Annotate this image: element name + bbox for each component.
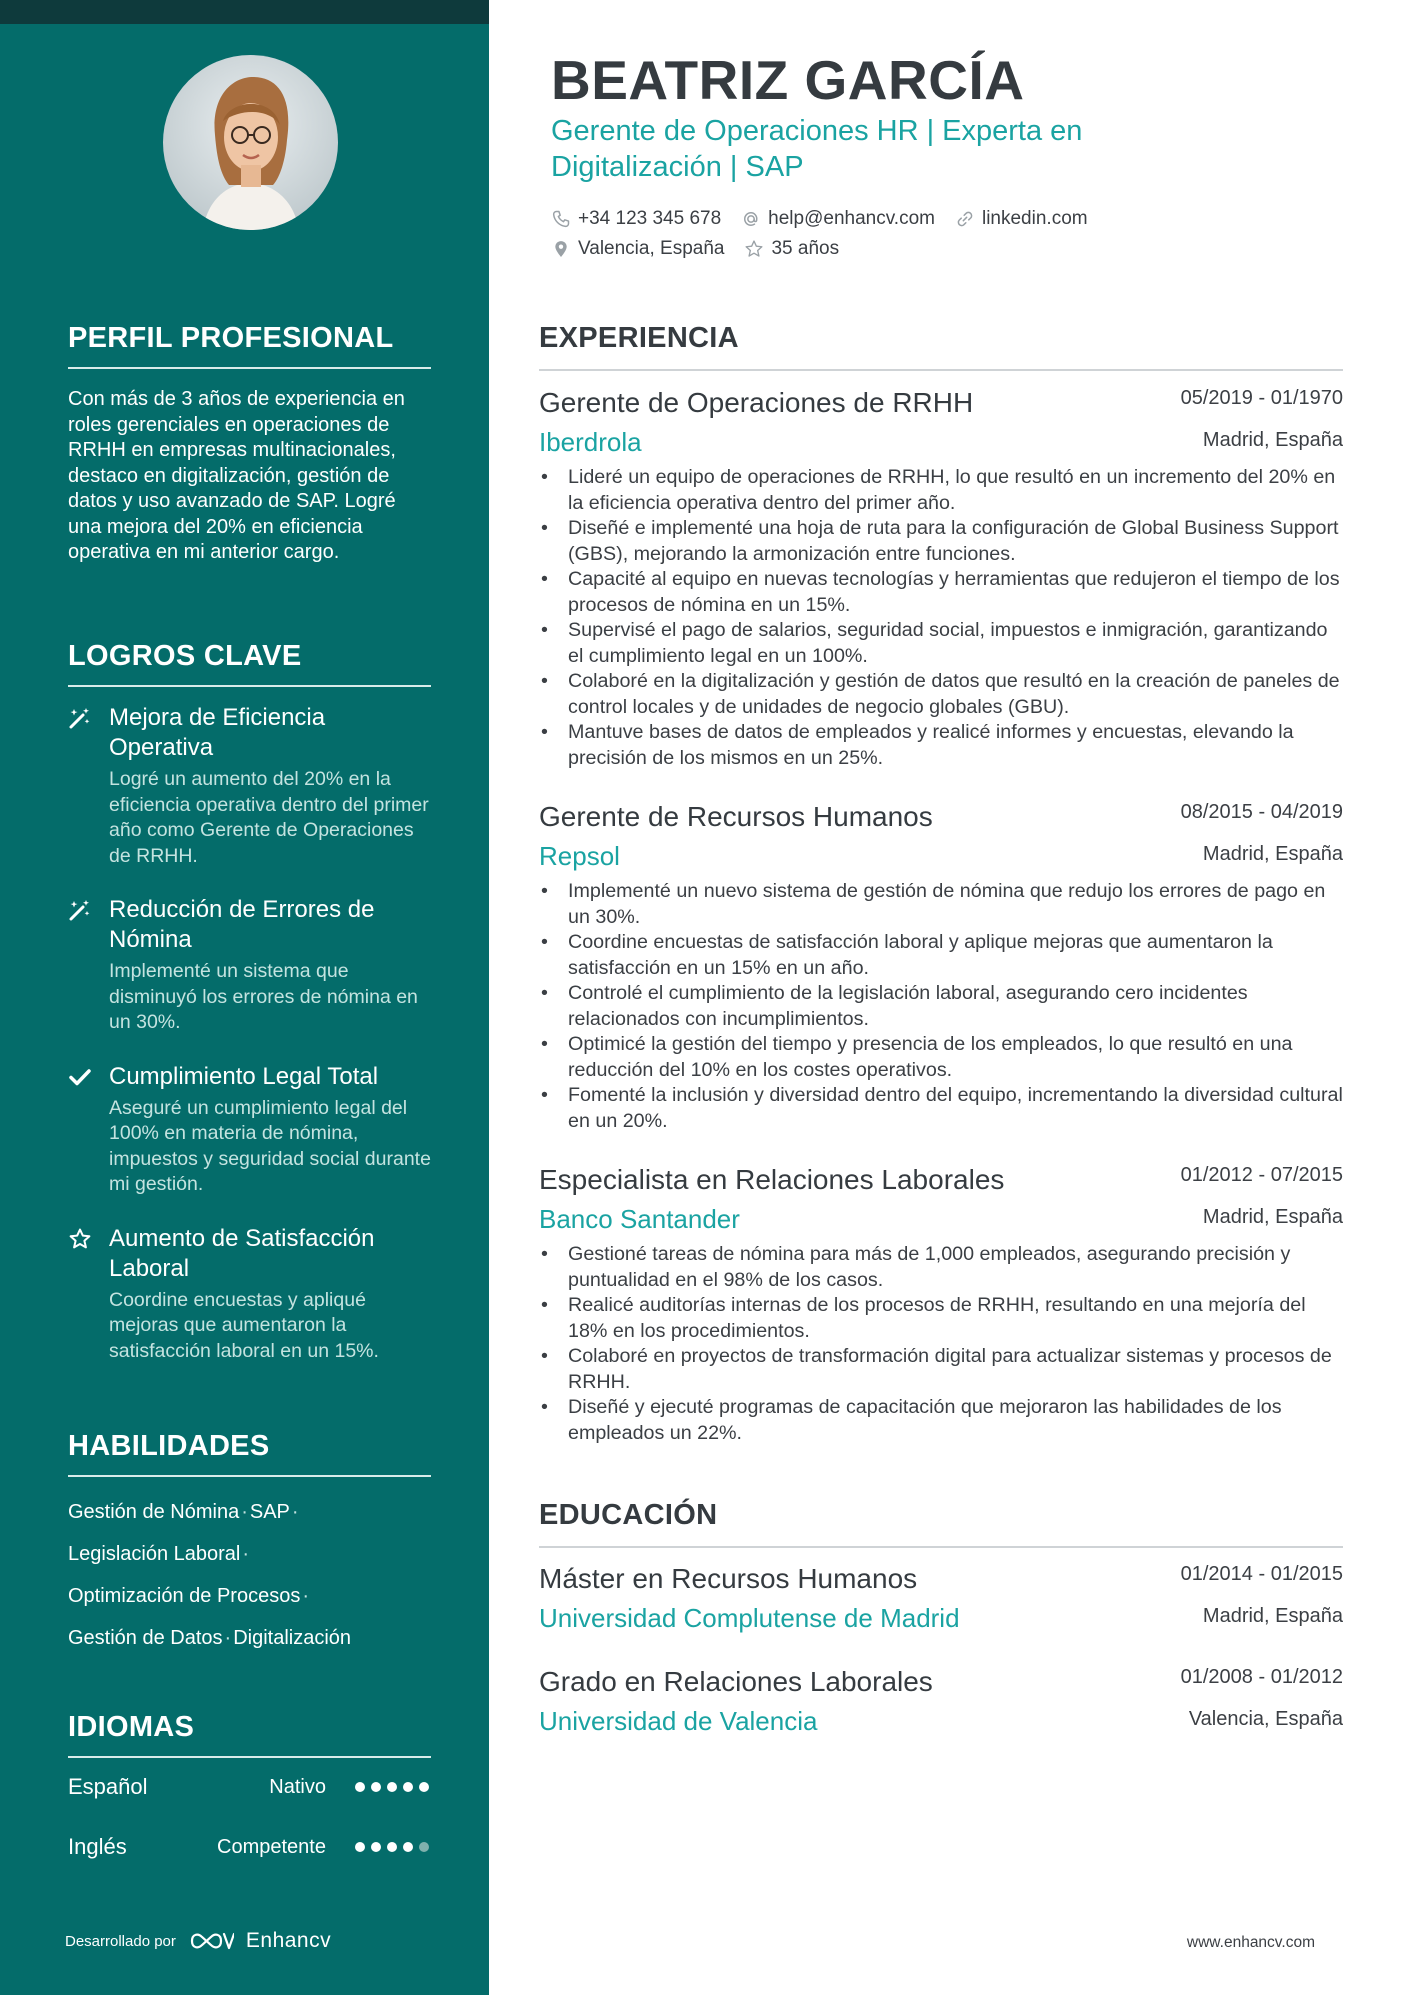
summary-section: [68, 322, 431, 566]
contact-line: [551, 234, 1331, 264]
skill-tag: Legislación Laboral: [68, 1543, 241, 1565]
sidebar-top-bar: [0, 0, 489, 24]
job-company: Repsol: [539, 841, 620, 871]
job-entry: [539, 801, 1343, 1134]
education-entry: [539, 1563, 1343, 1645]
job-entry: [539, 387, 1343, 771]
skill-tag: Optimización de Procesos: [68, 1585, 301, 1607]
magic-wand-icon: [68, 898, 92, 922]
job-company: Banco Santander: [539, 1204, 740, 1234]
brand-label: Desarrollado por: [65, 1932, 176, 1950]
star-icon: [744, 239, 764, 259]
achievement-item: [68, 895, 431, 1036]
candidate-name: BEATRIZ GARCÍA: [551, 49, 1025, 111]
job-bullets: [539, 879, 1343, 1134]
contact-email[interactable]: [741, 208, 935, 230]
achievement-desc: Coordine encuestas y apliqué mejoras que aumentaron la satisfacción laboral en un 15%.: [109, 1288, 379, 1362]
job-title: Gerente de Operaciones de RRHH: [539, 387, 974, 418]
job-location: Madrid, España: [1202, 1206, 1343, 1228]
phone-text: +34 123 345 678: [578, 208, 722, 229]
skill-row: Gestión de Datos · Digitalización: [68, 1627, 352, 1649]
location-pin-icon: [551, 239, 571, 259]
achievements-title: LOGROS CLAVE: [68, 640, 431, 687]
avatar-photo: [163, 55, 338, 230]
location-text: Valencia, España: [578, 238, 725, 259]
magic-wand-icon: [68, 706, 92, 730]
job-bullet: • Colaboré en proyectos de transformación digital para actualizar sistemas y procesos de RRHH.: [539, 1344, 1343, 1395]
job-dates: 01/2012 - 07/2015: [1180, 1164, 1343, 1186]
rating-dot-filled: [403, 1782, 413, 1792]
avatar: [163, 55, 338, 230]
brand-name: Enhancv: [245, 1929, 332, 1952]
rating-dot-filled: [403, 1842, 413, 1852]
summary-text: Con más de 3 años de experiencia en roles gerenciales en operaciones de RRHH en empresas multinacionales, destaco en digitalización, gestión de datos y uso avanzado de SAP. Logré una mejora del 20% en eficiencia operativa en mi anterior cargo.: [68, 388, 405, 563]
contact-linkedin[interactable]: [955, 208, 1088, 230]
job-title: Gerente de Recursos Humanos: [539, 801, 933, 832]
job-bullet: • Gestioné tareas de nómina para más de 1,000 empleados, asegurando precisión y puntualidad en el 98% de los casos.: [539, 1242, 1343, 1293]
skill-tag: SAP: [249, 1501, 290, 1523]
job-bullet: • Implementé un nuevo sistema de gestión de nómina que redujo los errores de pago en un 30%.: [539, 879, 1343, 930]
at-icon: [741, 209, 761, 229]
rating-dot-filled: [355, 1782, 365, 1792]
job-location: Madrid, España: [1202, 843, 1343, 865]
rating-dot-filled: [371, 1842, 381, 1852]
skill-tag: Gestión de Datos: [68, 1627, 223, 1649]
link-icon: [955, 209, 975, 229]
job-bullet: • Lideré un equipo de operaciones de RRHH, lo que resultó en un incremento del 20% en la eficiencia operativa dentro del primer año.: [539, 465, 1343, 516]
skill-row: Gestión de Nómina · SAP ·: [68, 1501, 299, 1523]
achievement-item: [68, 1224, 431, 1365]
achievement-title: Aumento de Satisfacción Laboral: [109, 1224, 375, 1282]
job-title: Especialista en Relaciones Laborales: [539, 1164, 1005, 1195]
language-row: [68, 1762, 431, 1818]
job-bullet: • Coordine encuestas de satisfacción laboral y aplique mejoras que aumentaron la satisfacción en un 15% en un año.: [539, 930, 1343, 981]
languages-section: [68, 1711, 431, 1878]
contact-age: [744, 238, 839, 260]
education-entry: [539, 1666, 1343, 1748]
job-bullet: • Diseñé y ejecuté programas de capacitación que mejoraron las habilidades de los empleados un 22%.: [539, 1395, 1343, 1446]
education-school: Universidad de Valencia: [539, 1706, 818, 1736]
star-icon: [68, 1227, 92, 1251]
education-degree: Grado en Relaciones Laborales: [539, 1666, 933, 1697]
rating-dot-filled: [419, 1782, 429, 1792]
achievement-desc: Logré un aumento del 20% en la eficiencia operativa dentro del primer año como Gerente de Operaciones de RRHH.: [109, 768, 429, 867]
contact-info: [551, 204, 1331, 264]
skill-row: Legislación Laboral ·: [68, 1543, 250, 1565]
brand-footer: [65, 1929, 331, 1953]
job-location: Madrid, España: [1202, 429, 1343, 451]
education-degree: Máster en Recursos Humanos: [539, 1563, 918, 1594]
skills-section: [68, 1430, 431, 1659]
achievement-title: Cumplimiento Legal Total: [109, 1062, 379, 1090]
check-icon: [68, 1065, 92, 1089]
phone-icon: [551, 209, 571, 229]
job-dates: 08/2015 - 04/2019: [1180, 801, 1343, 823]
skills-title: HABILIDADES: [68, 1430, 431, 1477]
achievement-item: [68, 703, 431, 869]
enhancv-logo-icon: [188, 1929, 234, 1953]
achievements-section: [68, 640, 431, 1364]
rating-dot-filled: [387, 1842, 397, 1852]
job-bullet: • Supervisé el pago de salarios, seguridad social, impuestos e inmigración, garantizando el cumplimiento legal en un 100%.: [539, 618, 1343, 669]
language-level: Competente: [217, 1836, 326, 1858]
skills-list: [68, 1491, 431, 1659]
job-bullet: • Mantuve bases de datos de empleados y realicé informes y encuestas, elevando la precisión de los mismos en un 25%.: [539, 720, 1343, 771]
languages-title: IDIOMAS: [68, 1711, 431, 1758]
achievement-title: Reducción de Errores de Nómina: [109, 896, 375, 953]
language-level: Nativo: [269, 1776, 326, 1798]
rating-dot-filled: [387, 1782, 397, 1792]
job-bullet: • Controlé el cumplimiento de la legislación laboral, asegurando cero incidentes relacionados con incumplimientos.: [539, 981, 1343, 1032]
education-dates: 01/2014 - 01/2015: [1180, 1563, 1343, 1585]
education-school: Universidad Complutense de Madrid: [539, 1603, 960, 1633]
age-text: 35 años: [771, 238, 840, 259]
contact-line: [551, 204, 1331, 234]
job-bullet: • Optimicé la gestión del tiempo y presencia de los empleados, lo que resultó en una reducción del 10% en los costes operativos.: [539, 1032, 1343, 1083]
job-bullet: • Fomenté la inclusión y diversidad dentro del equipo, incrementando la diversidad cultural en un 20%.: [539, 1083, 1343, 1134]
job-bullet: • Realicé auditorías internas de los procesos de RRHH, resultando en una mejoría del 18% en los procedimientos.: [539, 1293, 1343, 1344]
job-bullets: [539, 465, 1343, 771]
achievement-desc: Implementé un sistema que disminuyó los errores de nómina en un 30%.: [109, 960, 418, 1033]
experience-title: EXPERIENCIA: [539, 322, 1343, 371]
achievement-item: [68, 1062, 431, 1198]
education-title: EDUCACIÓN: [539, 1499, 1343, 1548]
contact-location: [551, 238, 724, 260]
job-entry: [539, 1164, 1343, 1446]
achievement-desc: Aseguré un cumplimiento legal del 100% en materia de nómina, impuestos y seguridad social durante mi gestión.: [109, 1096, 431, 1195]
rating-dot-empty: [419, 1842, 429, 1852]
education-location: Valencia, España: [1188, 1708, 1343, 1730]
sidebar: [0, 0, 489, 1995]
linkedin-text: linkedin.com: [981, 208, 1088, 229]
job-bullet: • Capacité al equipo en nuevas tecnologías y herramientas que redujeron el tiempo de los procesos de nómina en un 15%.: [539, 567, 1343, 618]
skill-tag: Digitalización: [233, 1627, 352, 1649]
language-row: [68, 1822, 431, 1878]
education-dates: 01/2008 - 01/2012: [1180, 1666, 1343, 1688]
language-name: Español: [68, 1774, 148, 1799]
summary-title: PERFIL PROFESIONAL: [68, 322, 431, 369]
language-rating: [355, 1782, 429, 1792]
skill-row: Optimización de Procesos ·: [68, 1585, 309, 1607]
job-bullet: • Diseñé e implementé una hoja de ruta para la configuración de Global Business Support (GBS), mejorando la armonización entre funciones.: [539, 516, 1343, 567]
skill-tag: Gestión de Nómina: [68, 1501, 240, 1523]
achievement-title: Mejora de Eficiencia Operativa: [109, 704, 326, 761]
job-bullets: [539, 1242, 1343, 1446]
rating-dot-filled: [371, 1782, 381, 1792]
footer-url[interactable]: www.enhancv.com: [1186, 1934, 1315, 1951]
main-column: [539, 0, 1343, 1995]
language-rating: [355, 1842, 429, 1852]
rating-dot-filled: [355, 1842, 365, 1852]
headline: Gerente de Operaciones HR | Experta en Digitalización | SAP: [551, 115, 1083, 183]
job-dates: 05/2019 - 01/1970: [1180, 387, 1343, 409]
education-location: Madrid, España: [1202, 1605, 1343, 1627]
job-bullet: • Colaboré en la digitalización y gestión de datos que resultó en la creación de paneles de control locales y de unidades de negocio globales (GBU).: [539, 669, 1343, 720]
contact-phone[interactable]: [551, 208, 721, 230]
job-company: Iberdrola: [539, 427, 642, 457]
email-text: help@enhancv.com: [768, 208, 935, 229]
language-name: Inglés: [68, 1834, 127, 1859]
